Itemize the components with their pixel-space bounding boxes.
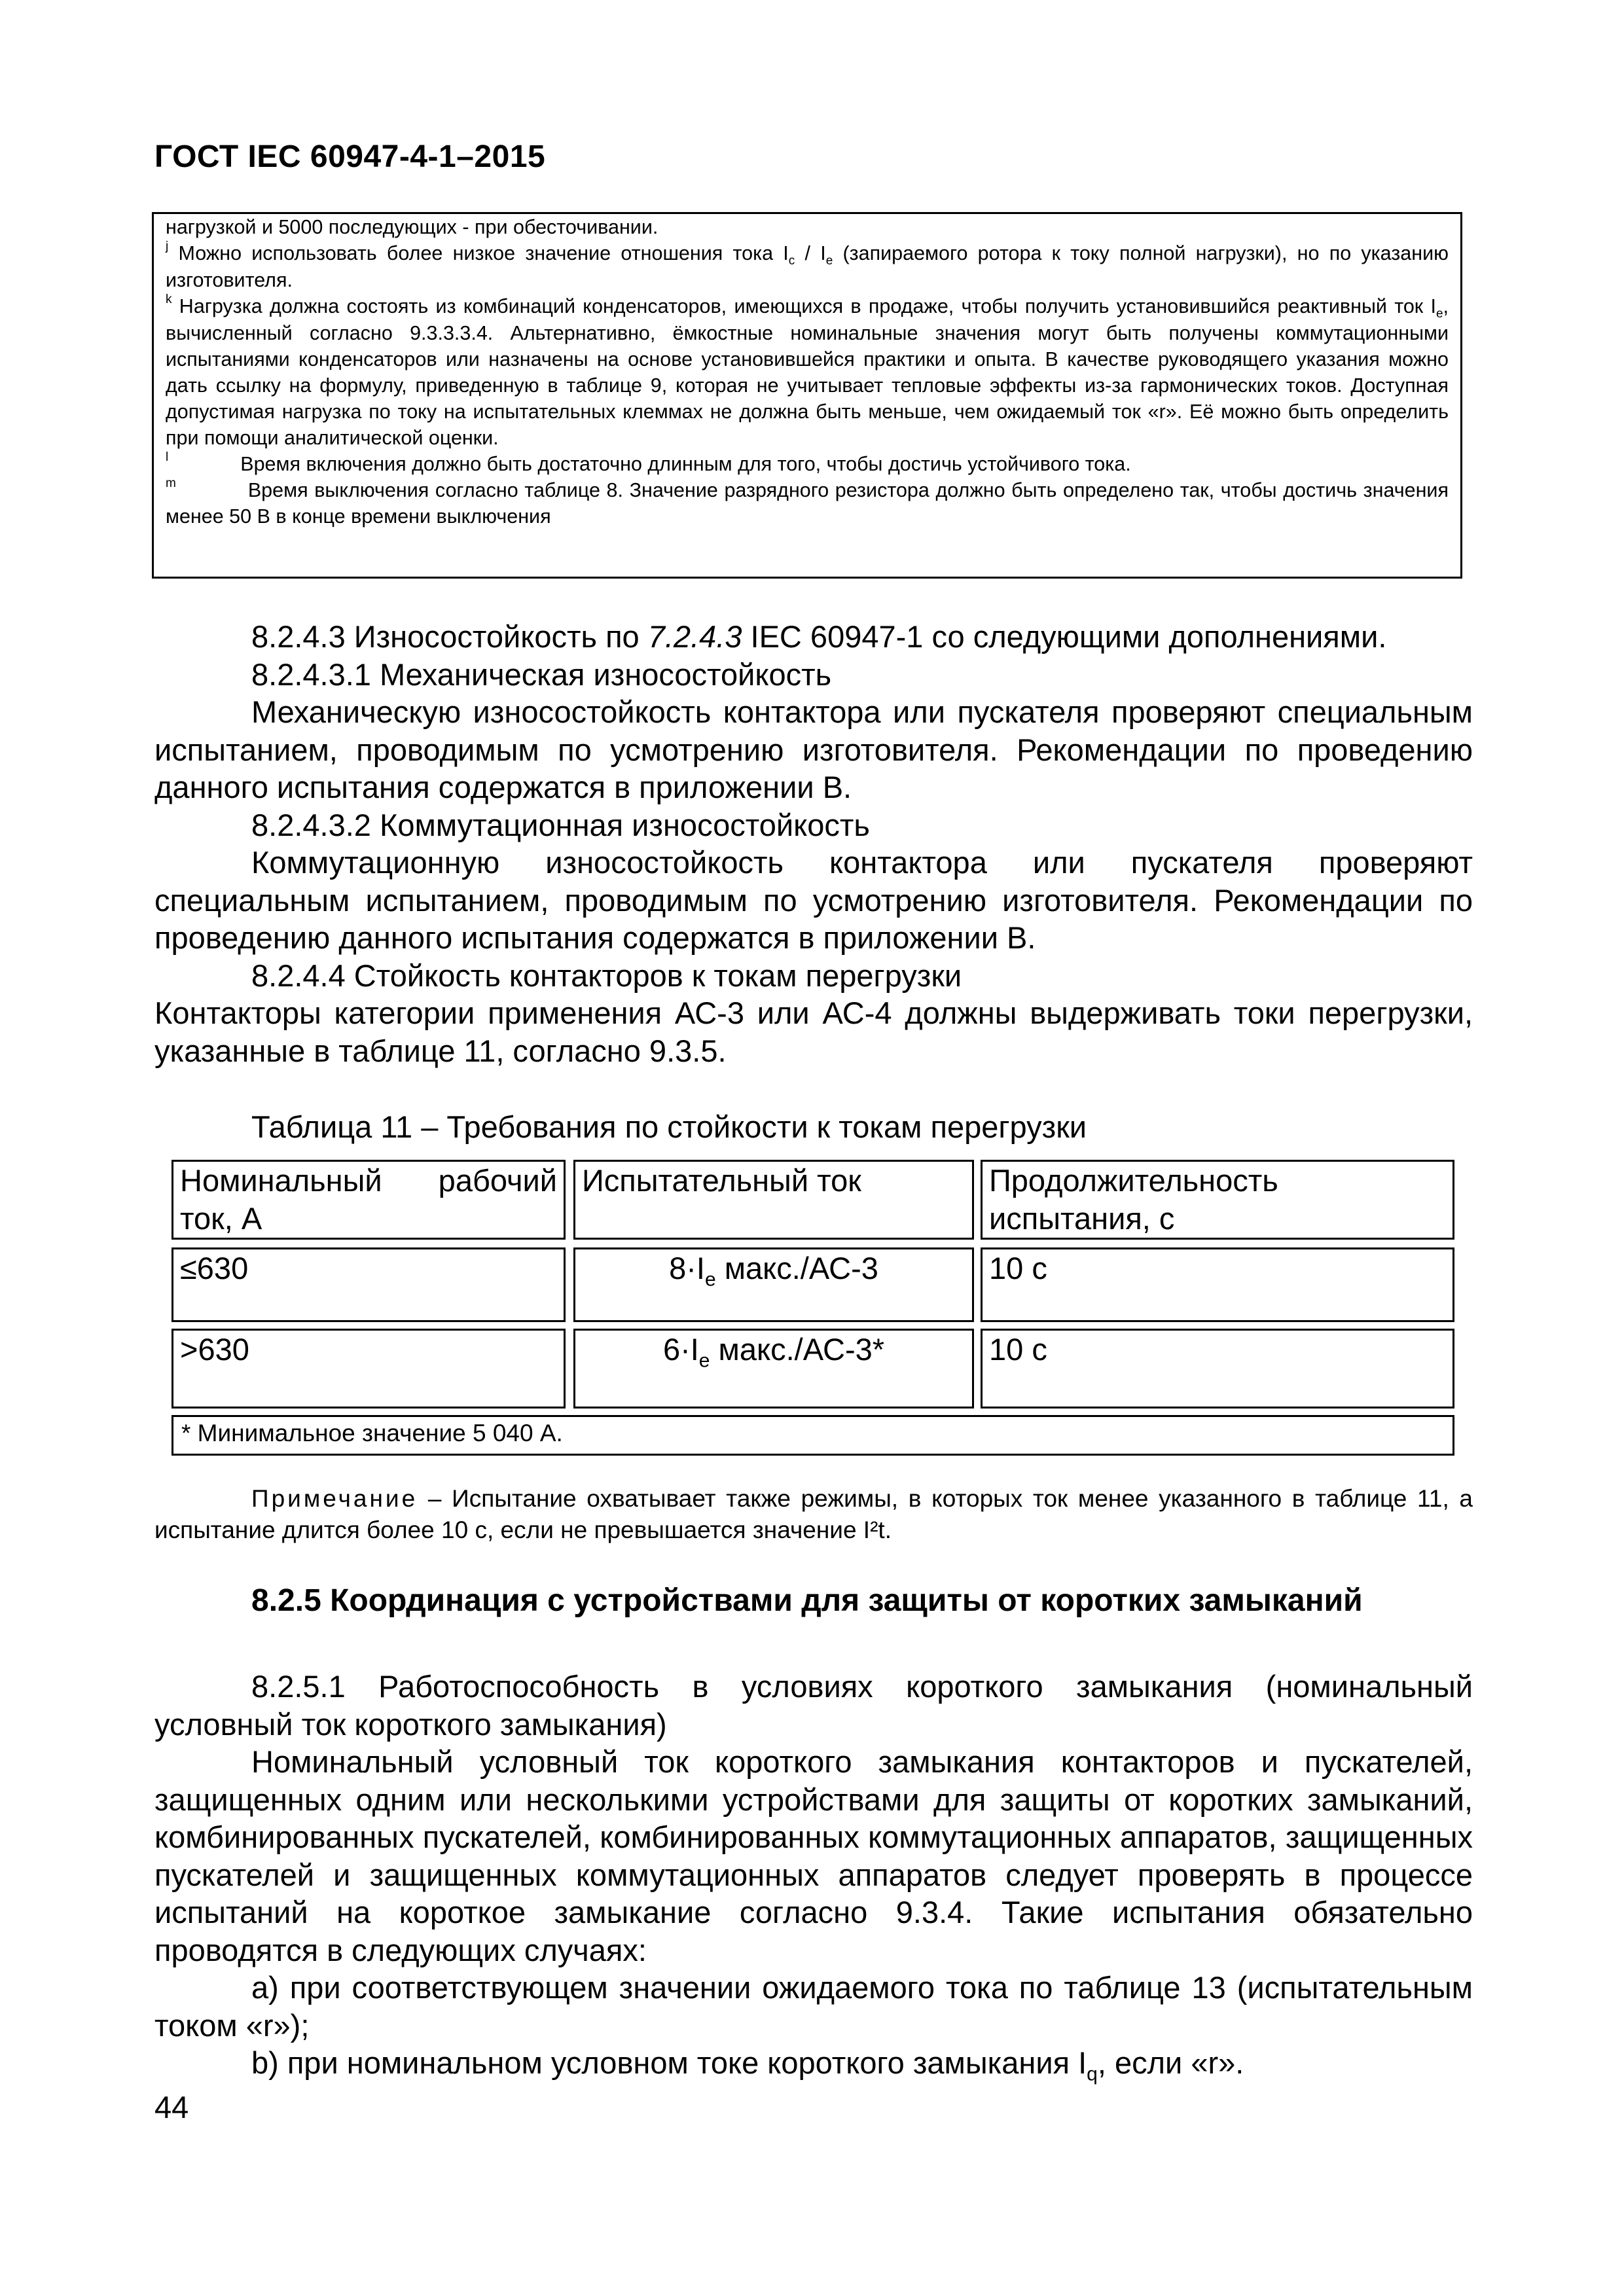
table-caption: Таблица 11 – Требования по стойкости к токам перегрузки	[251, 1109, 1087, 1144]
paragraph-short-circuit-current: Номинальный условный ток короткого замыкания контакторов и пускателей, защищенных одним или несколькими устройствами для защиты от коротких замыканий, комбинированных пускателей, комбинированных коммутационных аппаратов, защищенных пускателей и защищенных коммутационных аппаратов следует проверять в процессе испытаний на короткое замыкание согласно 9.3.4. Такие испытания обязательно проводятся в следующих случаях:	[154, 1744, 1473, 1967]
footnote-l: $^l$ Время включения должно быть достаточно длинным для того, чтобы достичь устойчивого тока.	[166, 450, 1131, 476]
paragraph-8-2-5-1: 8.2.5.1 Работоспособность в условиях короткого замыкания (номинальный условный ток короткого замыкания)	[154, 1669, 1473, 1742]
table-cell-current-row1: ≤630	[171, 1247, 566, 1322]
page-number: 44	[154, 2090, 189, 2125]
table-footnote: * Минимальное значение 5 040 А.	[171, 1415, 1454, 1456]
section-title-8-2-5: 8.2.5 Координация с устройствами для защиты от коротких замыканий	[251, 1583, 1363, 1618]
footnote-j: $^j$ Можно использовать более низкое значение отношения тока $I_c / I_e$ (запираемого ротора к току полной нагрузки), но по указанию изготовителя.	[166, 240, 1449, 292]
table-footnotes-box	[152, 212, 1462, 579]
footnote-m: $^m$ Время выключения согласно таблице 8. Значение разрядного резистора должно быть определено так, чтобы достичь значения менее 50 В в конце времени выключения	[166, 476, 1449, 528]
list-item-b: b) при номинальном условном токе короткого замыкания $I_q$, если «r».	[251, 2045, 1244, 2085]
paragraph-overload-contactors: Контакторы категории применения АС-3 или АС-4 должны выдерживать токи перегрузки, указанные в таблице 11, согласно 9.3.5.	[154, 996, 1473, 1068]
paragraph-mechanical-wear: Механическую износостойкость контактора или пускателя проверяют специальным испытанием, проводимым по усмотрению изготовителя. Рекомендации по проведению данного испытания содержатся в приложении В.	[154, 694, 1473, 804]
note-paragraph: Примечание – Испытание охватывает также режимы, в которых ток менее указанного в таблице 11, а испытание длится более 10 с, если не превышается значение I²t.	[154, 1485, 1473, 1543]
table-cell-testcurrent-row2: $6\cdot I_e$ макс./АС-3*	[573, 1329, 974, 1408]
paragraph-8-2-4-3-1: 8.2.4.3.1 Механическая износостойкость	[251, 656, 832, 692]
document-header: ГОСТ IEC 60947-4-1–2015	[154, 139, 546, 174]
table-cell-testcurrent-row1: $8\cdot I_e$ макс./АС-3	[573, 1247, 974, 1322]
note-label: Примечание	[251, 1485, 418, 1512]
table-cell-current-row2: >630	[171, 1329, 566, 1408]
paragraph-8-2-4-3-2: 8.2.4.3.2 Коммутационная износостойкость	[251, 807, 870, 842]
table-header-duration: Продолжительность испытания, с	[981, 1160, 1454, 1240]
table-cell-duration-row2: 10 с	[981, 1329, 1454, 1408]
overload-table	[171, 1160, 1454, 1457]
paragraph-switching-wear: Коммутационную износостойкость контактора или пускателя проверяют специальным испытанием, проводимым по усмотрению изготовителя. Рекомендации по проведению данного испытания содержатся в приложении В.	[154, 845, 1473, 955]
paragraph-8-2-4-4: 8.2.4.4 Стойкость контакторов к токам перегрузки	[251, 958, 962, 993]
table-header-rated-current: Номинальный рабочий ток, А	[171, 1160, 566, 1240]
list-item-a: а) при соответствующем значении ожидаемого тока по таблице 13 (испытательным током «r»);	[154, 1970, 1473, 2043]
note-block	[154, 1483, 1473, 1546]
table-header-test-current: Испытательный ток	[573, 1160, 974, 1240]
body-section-8-2-5	[154, 1668, 1473, 2084]
body-section-8-2-4	[154, 618, 1473, 1069]
footnote-continuation: нагрузкой и 5000 последующих - при обесточивании.	[166, 216, 659, 238]
table-cell-duration-row1: 10 с	[981, 1247, 1454, 1322]
footnote-k: $^k$ Нагрузка должна состоять из комбинаций конденсаторов, имеющихся в продаже, чтобы получить установившийся реактивный ток $I_e$, вычисленный согласно 9.3.3.3.4. Альтернативно, ёмкостные номинальные значения могут быть получены коммутационными испытаниями конденсаторов или назначены на основе установившейся практики и опыта. В качестве руководящего указания можно дать ссылку на формулу, приведенную в таблице 9, которая не учитывает тепловые эффекты из-за гармонических токов. Доступная допустимая нагрузка по току на испытательных клеммах не должна быть меньше, чем ожидаемый ток «r». Её можно быть определить при помощи аналитической оценки.	[166, 293, 1449, 450]
paragraph-8-2-4-3: 8.2.4.3 Износостойкость по 7.2.4.3 IEC 60947-1 со следующими дополнениями.	[251, 619, 1387, 654]
